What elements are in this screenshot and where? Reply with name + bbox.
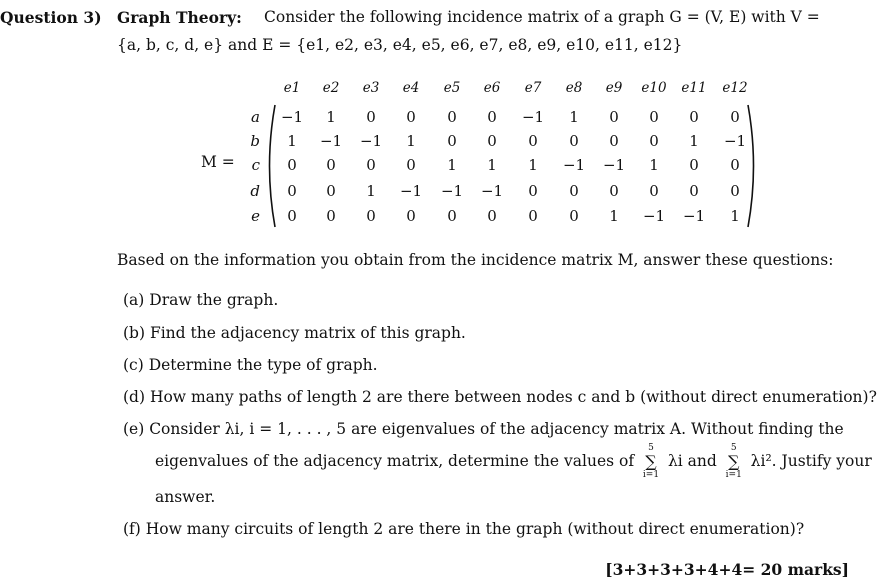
matrix-cell-c-e2: 0 xyxy=(326,156,336,174)
matrix-cell-a-e9: 0 xyxy=(609,108,619,126)
column-header-e11: e11 xyxy=(681,80,707,96)
matrix-cell-a-e2: 1 xyxy=(326,108,336,126)
matrix-cell-a-e11: 0 xyxy=(689,108,699,126)
matrix-cell-c-e1: 0 xyxy=(287,156,297,174)
matrix-cell-b-e9: 0 xyxy=(609,132,619,150)
matrix-cell-d-e12: 0 xyxy=(730,182,740,200)
matrix-cell-b-e7: 0 xyxy=(528,132,538,150)
question-e-term-2: λi². Justify your xyxy=(750,452,872,470)
matrix-cell-b-e2: −1 xyxy=(319,132,343,150)
question-c: (c) Determine the type of graph. xyxy=(123,356,378,374)
column-header-e5: e5 xyxy=(443,80,461,96)
matrix-cell-b-e3: −1 xyxy=(359,132,383,150)
sum-1-lower: i=1 xyxy=(642,470,660,480)
matrix-cell-d-e9: 0 xyxy=(609,182,619,200)
matrix-cell-b-e4: 1 xyxy=(406,132,416,150)
question-f: (f) How many circuits of length 2 are there in the graph (without direct enumeration)? xyxy=(123,520,805,538)
question-b: (b) Find the adjacency matrix of this graph. xyxy=(123,324,466,342)
matrix-cell-c-e8: −1 xyxy=(562,156,586,174)
matrix-cell-c-e9: −1 xyxy=(602,156,626,174)
marks-total: [3+3+3+3+4+4= 20 marks] xyxy=(605,560,849,579)
sum-symbol-2: 5 ∑ i=1 xyxy=(725,443,742,480)
matrix-cell-c-e10: 1 xyxy=(649,156,659,174)
matrix-cell-e-e8: 0 xyxy=(569,207,579,225)
matrix-cell-e-e7: 0 xyxy=(528,207,538,225)
matrix-cell-b-e6: 0 xyxy=(487,132,497,150)
incidence-matrix xyxy=(0,0,855,240)
column-header-e12: e12 xyxy=(722,80,748,96)
question-d: (d) How many paths of length 2 are there between nodes c and b (without direct enumeration)? xyxy=(123,388,877,406)
row-label-d: d xyxy=(250,182,260,200)
column-header-e8: e8 xyxy=(565,80,583,96)
column-header-e2: e2 xyxy=(322,80,340,96)
matrix-cell-c-e7: 1 xyxy=(528,156,538,174)
row-label-b: b xyxy=(250,132,260,150)
sum-1-upper: 5 xyxy=(648,443,654,453)
column-header-e6: e6 xyxy=(483,80,501,96)
sum-symbol-1: 5 ∑ i=1 xyxy=(642,443,660,480)
column-header-e3: e3 xyxy=(362,80,380,96)
question-line-1: Consider the following incidence matrix of a graph G = (V, E) with V = xyxy=(264,8,820,26)
matrix-cell-a-e5: 0 xyxy=(447,108,457,126)
matrix-cell-a-e7: −1 xyxy=(521,108,545,126)
matrix-cell-e-e1: 0 xyxy=(287,207,297,225)
matrix-cell-e-e10: −1 xyxy=(642,207,666,225)
question-a: (a) Draw the graph. xyxy=(123,291,279,309)
matrix-cell-a-e10: 0 xyxy=(649,108,659,126)
matrix-cell-b-e10: 0 xyxy=(649,132,659,150)
matrix-cell-c-e4: 0 xyxy=(406,156,416,174)
matrix-cell-b-e11: 1 xyxy=(689,132,699,150)
question-number: Question 3) xyxy=(0,8,102,27)
matrix-cell-e-e12: 1 xyxy=(730,207,740,225)
matrix-cell-d-e7: 0 xyxy=(528,182,538,200)
matrix-cell-d-e4: −1 xyxy=(399,182,423,200)
question-topic: Graph Theory: xyxy=(117,8,242,27)
matrix-cell-d-e2: 0 xyxy=(326,182,336,200)
matrix-cell-c-e11: 0 xyxy=(689,156,699,174)
row-label-c: c xyxy=(251,156,260,174)
column-header-e9: e9 xyxy=(605,80,623,96)
matrix-cell-e-e5: 0 xyxy=(447,207,457,225)
matrix-cell-e-e2: 0 xyxy=(326,207,336,225)
column-header-e4: e4 xyxy=(402,80,420,96)
matrix-cell-e-e6: 0 xyxy=(487,207,497,225)
row-label-e: e xyxy=(251,207,260,225)
matrix-cell-d-e10: 0 xyxy=(649,182,659,200)
matrix-cell-b-e5: 0 xyxy=(447,132,457,150)
column-header-e1: e1 xyxy=(283,80,301,96)
question-e-line-2-pre: eigenvalues of the adjacency matrix, determine the values of xyxy=(155,452,635,470)
matrix-cell-e-e9: 1 xyxy=(609,207,619,225)
matrix-cell-a-e4: 0 xyxy=(406,108,416,126)
matrix-cell-d-e8: 0 xyxy=(569,182,579,200)
matrix-cell-a-e6: 0 xyxy=(487,108,497,126)
matrix-cell-c-e12: 0 xyxy=(730,156,740,174)
matrix-cell-c-e6: 1 xyxy=(487,156,497,174)
question-e-term-1: λi and xyxy=(667,452,717,470)
column-header-e7: e7 xyxy=(524,80,542,96)
matrix-cell-e-e11: −1 xyxy=(682,207,706,225)
column-header-e10: e10 xyxy=(641,80,667,96)
matrix-cell-a-e1: −1 xyxy=(280,108,304,126)
matrix-cell-b-e1: 1 xyxy=(287,132,297,150)
matrix-cell-c-e5: 1 xyxy=(447,156,457,174)
matrix-cell-d-e11: 0 xyxy=(689,182,699,200)
matrix-cell-e-e3: 0 xyxy=(366,207,376,225)
matrix-cell-b-e12: −1 xyxy=(723,132,747,150)
question-line-2: {a, b, c, d, e} and E = {e1, e2, e3, e4, e5, e6, e7, e8, e9, e10, e11, e12} xyxy=(117,36,683,54)
matrix-cell-a-e12: 0 xyxy=(730,108,740,126)
matrix-cell-c-e3: 0 xyxy=(366,156,376,174)
matrix-cell-d-e6: −1 xyxy=(480,182,504,200)
question-e-line-3: answer. xyxy=(155,488,216,506)
row-label-a: a xyxy=(251,108,260,126)
matrix-cell-b-e8: 0 xyxy=(569,132,579,150)
matrix-label: M = xyxy=(201,153,235,171)
intro-text: Based on the information you obtain from the incidence matrix M, answer these questions: xyxy=(117,251,834,269)
matrix-cell-e-e4: 0 xyxy=(406,207,416,225)
sum-2-lower: i=1 xyxy=(725,470,742,480)
matrix-cell-d-e1: 0 xyxy=(287,182,297,200)
matrix-cell-d-e3: 1 xyxy=(366,182,376,200)
question-e-line-2 xyxy=(155,444,872,480)
matrix-cell-a-e8: 1 xyxy=(569,108,579,126)
sum-2-upper: 5 xyxy=(730,443,737,453)
matrix-cell-d-e5: −1 xyxy=(440,182,464,200)
matrix-cell-a-e3: 0 xyxy=(366,108,376,126)
question-e-line-1: (e) Consider λi, i = 1, . . . , 5 are eigenvalues of the adjacency matrix A. Without finding the xyxy=(123,420,844,438)
